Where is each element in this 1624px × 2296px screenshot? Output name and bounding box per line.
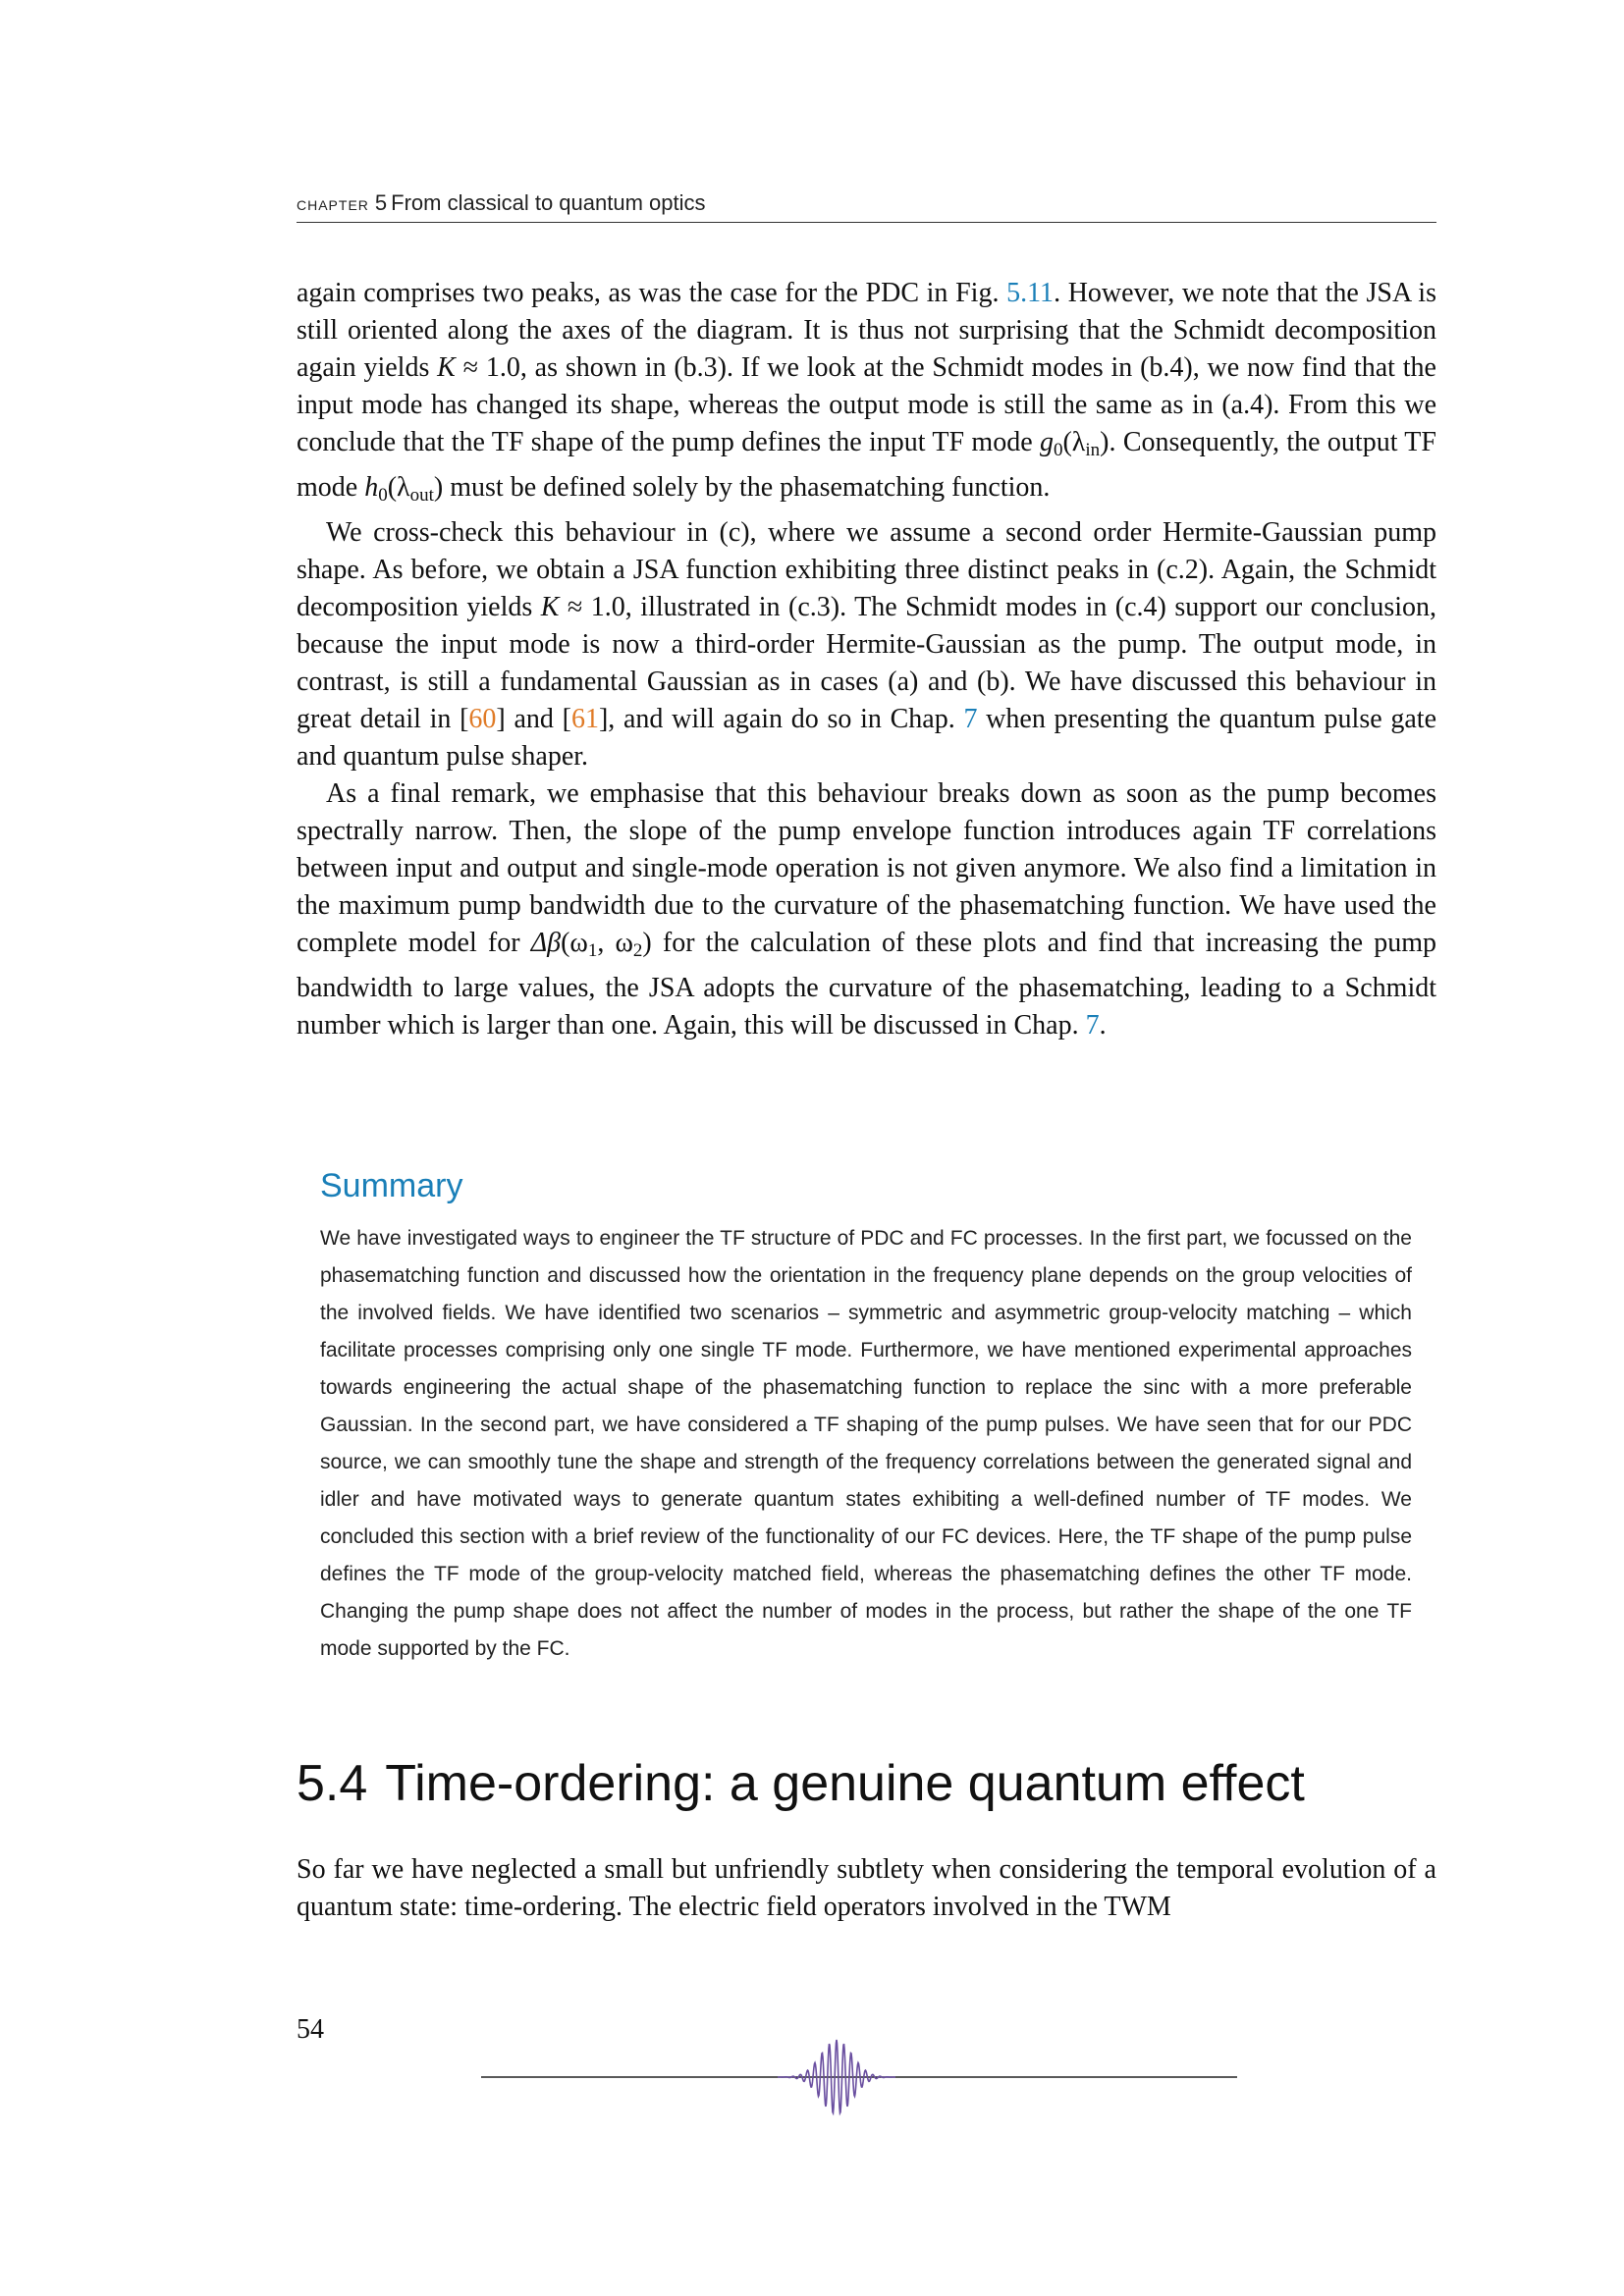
section-number: 5.4 (297, 1755, 368, 1812)
summary-title: Summary (320, 1167, 463, 1204)
paragraph-3: As a final remark, we emphasise that this behaviour breaks down as soon as the pump becomes spectrally narrow. Then, the slope of the pump envelope function introduces again TF correlations between input and output and single-mode operation is not given anymore. We also find a limitation in the maximum pump bandwidth due to the curvature of the phasematching function. We have used the complete model for $\Delta\beta(\omega_1$, $\omega_2$) for the calculation of these plots and find that increasing the pump bandwidth to large values, the JSA adopts the curvature of the phasematching, leading to a Schmidt number which is larger than one. Again, this will be discussed in Chap. 7. (297, 778, 1436, 1041)
section-paragraph: So far we have neglected a small but unfriendly subtlety when considering the temporal evolution of a quantum state: time-ordering. The electric field operators involved in the TWM (297, 1854, 1436, 1922)
section-heading (297, 1752, 1436, 1815)
math-h: h (364, 472, 379, 503)
chapter-number: 5 (374, 190, 388, 215)
citation-60[interactable]: 60 (468, 704, 497, 734)
math-delta-beta: Δβ (530, 928, 562, 958)
citation-61[interactable]: 61 (570, 704, 599, 734)
chapter-label: chapter (297, 193, 369, 215)
math-K: K (437, 352, 456, 383)
chapter-link-7[interactable]: 7 (1085, 1010, 1100, 1041)
main-text (297, 275, 1436, 1044)
chapter-title: From classical to quantum optics (391, 190, 706, 215)
summary-text: We have investigated ways to engineer the TF structure of PDC and FC processes. In the first part, we focussed on the phasematching function and discussed how the orientation in the frequency plane depends on the group velocities of the involved fields. We have identified two scenarios – symmetric and asymmetric group-velocity matching – which facilitate processes comprising only one single TF mode. Furthermore, we have mentioned experimental approaches towards engineering the actual shape of the phasematching function to replace the sinc with a more preferable Gaussian. In the second part, we have considered a TF shaping of the pump pulses. We have seen that for our PDC source, we can smoothly tune the shape and strength of the frequency correlations between the generated signal and idler and have motivated ways to generate quantum states exhibiting a well-defined number of TF modes. We concluded this section with a brief review of the functionality of our FC devices. Here, the TF shape of the pump pulse defines the TF mode of the group-velocity matched field, whereas the phasematching defines the other TF mode. Changing the pump shape does not affect the number of modes in the process, but rather the shape of the one TF mode supported by the FC. (320, 1227, 1412, 1660)
math-K: K (540, 592, 560, 622)
page-number: 54 (297, 2014, 324, 2045)
paragraph-1: again comprises two peaks, as was the case for the PDC in Fig. 5.11. However, we note that the JSA is still oriented along the axes of the diagram. It is thus not surprising that the Schmidt decomposition again yields K ≈ 1.0, as shown in (b.3). If we look at the Schmidt modes in (b.4), we now find that the input mode has changed its shape, whereas the output mode is still the same as in (a.4). From this we conclude that the TF shape of the pump defines the input TF mode $g_0(\lambda_{in})$. Consequently, the output TF mode $h_0(\lambda_{out})$ must be defined solely by the phasematching function. (297, 278, 1436, 506)
section-title: Time-ordering: a genuine quantum effect (385, 1755, 1305, 1812)
figure-link-5-11[interactable]: 5.11 (1006, 278, 1055, 308)
math-g: g (1039, 427, 1054, 457)
pulse-footer-icon (481, 2030, 1237, 2118)
summary-box (320, 1165, 1412, 1668)
running-header (297, 188, 1436, 223)
paragraph-2: We cross-check this behaviour in (c), where we assume a second order Hermite-Gaussian pump shape. As before, we obtain a JSA function exhibiting three distinct peaks in (c.2). Again, the Schmidt decomposition yields K ≈ 1.0, illustrated in (c.3). The Schmidt modes in (c.4) support our conclusion, because the input mode is now a third-order Hermite-Gaussian as the pump. The output mode, in contrast, is still a fundamental Gaussian as in cases (a) and (b). We have discussed this behaviour in great detail in [60] and [61], and will again do so in Chap. 7 when presenting the quantum pulse gate and quantum pulse shaper. (297, 517, 1436, 772)
chapter-link-7[interactable]: 7 (963, 704, 978, 734)
